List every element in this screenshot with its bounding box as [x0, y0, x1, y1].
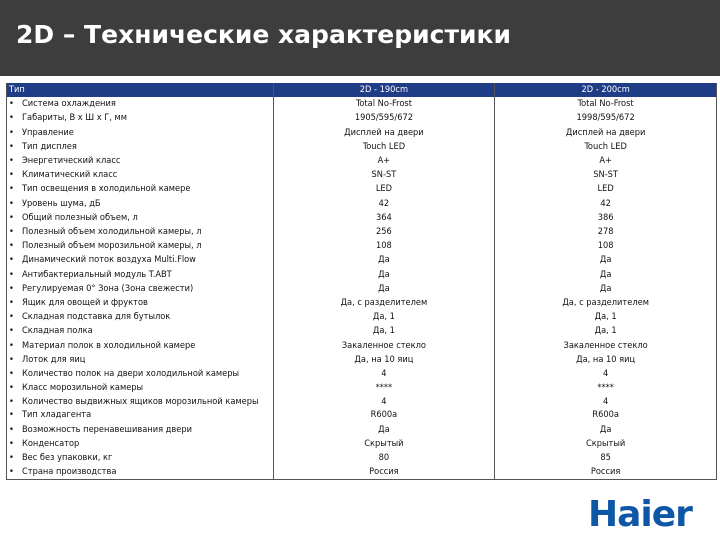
table-row [7, 168, 717, 182]
spec-value-cell: Total No-Frost [273, 97, 495, 111]
spec-label-cell [7, 296, 274, 310]
spec-value-cell: R600a [495, 408, 717, 422]
spec-value-cell: 256 [273, 225, 495, 239]
table-row [7, 126, 717, 140]
table-row [7, 423, 717, 437]
spec-value-cell: Да [273, 253, 495, 267]
spec-value-cell: Да, с разделителем [495, 296, 717, 310]
spec-value-cell: A+ [495, 154, 717, 168]
spec-value-cell: Да [273, 282, 495, 296]
table-row [7, 408, 717, 422]
table-row [7, 182, 717, 196]
bullet-icon: • [9, 325, 14, 337]
spec-label: Полезный объем холодильной камеры, л [22, 226, 202, 238]
spec-label: Лоток для яиц [22, 353, 86, 365]
spec-label-cell [7, 282, 274, 296]
spec-label: Конденсатор [22, 437, 80, 449]
bullet-icon: • [9, 112, 14, 124]
spec-value-cell: Россия [273, 465, 495, 480]
spec-value-cell: 108 [495, 239, 717, 253]
spec-label-cell [7, 182, 274, 196]
spec-label: Страна производства [22, 466, 117, 478]
spec-label: Антибактериальный модуль T.ABT [22, 268, 172, 280]
spec-value-cell: **** [495, 381, 717, 395]
table-row [7, 381, 717, 395]
table-row [7, 225, 717, 239]
spec-label: Общий полезный объем, л [22, 211, 138, 223]
table-row [7, 395, 717, 408]
spec-label-cell [7, 423, 274, 437]
spec-label: Вес без упаковки, кг [22, 452, 113, 464]
table-row [7, 253, 717, 267]
spec-value-cell: 1905/595/672 [273, 111, 495, 125]
spec-label-cell [7, 239, 274, 253]
spec-label: Тип освещения в холодильной камере [22, 183, 191, 195]
spec-value-cell: Дисплей на двери [273, 126, 495, 140]
table-row [7, 211, 717, 225]
table-row [7, 451, 717, 465]
bullet-icon: • [9, 339, 14, 351]
bullet-icon: • [9, 368, 14, 380]
spec-label-cell [7, 339, 274, 353]
table-row [7, 282, 717, 296]
spec-label: Тип хладагента [22, 409, 92, 421]
spec-label-cell [7, 168, 274, 182]
spec-label-cell [7, 97, 274, 111]
spec-value-cell: 4 [495, 395, 717, 408]
spec-label-cell [7, 268, 274, 282]
table-row [7, 437, 717, 451]
spec-label: Габариты, В х Ш х Г, мм [22, 112, 128, 124]
bullet-icon: • [9, 382, 14, 394]
spec-label: Полезный объем морозильной камеры, л [22, 240, 202, 252]
spec-label: Количество полок на двери холодильной камеры [22, 368, 240, 380]
spec-value-cell: LED [495, 182, 717, 196]
spec-value-cell: A+ [273, 154, 495, 168]
spec-label-cell [7, 395, 274, 408]
bullet-icon: • [9, 254, 14, 266]
table-row [7, 353, 717, 367]
spec-value-cell: Скрытый [495, 437, 717, 451]
spec-label-cell [7, 126, 274, 140]
spec-label: Класс морозильной камеры [22, 382, 144, 394]
spec-value-cell: SN-ST [495, 168, 717, 182]
table-row [7, 268, 717, 282]
spec-value-cell: Да, 1 [273, 310, 495, 324]
table-header-cell: Тип [7, 83, 274, 97]
bullet-icon: • [9, 353, 14, 365]
spec-value-cell: SN-ST [273, 168, 495, 182]
spec-value-cell: Да, с разделителем [273, 296, 495, 310]
bullet-icon: • [9, 169, 14, 181]
bullet-icon: • [9, 268, 14, 280]
page-title: 2D – Технические характеристики [16, 20, 511, 49]
bullet-icon: • [9, 140, 14, 152]
bullet-icon: • [9, 297, 14, 309]
table-row [7, 154, 717, 168]
spec-value-cell: 4 [495, 367, 717, 381]
bullet-icon: • [9, 197, 14, 209]
table-row [7, 111, 717, 125]
spec-label: Система охлаждения [22, 98, 116, 110]
spec-value-cell: Да, 1 [495, 324, 717, 338]
spec-label: Уровень шума, дБ [22, 197, 101, 209]
spec-value-cell: 1998/595/672 [495, 111, 717, 125]
title-bar [0, 0, 720, 76]
spec-value-cell: LED [273, 182, 495, 196]
spec-label-cell [7, 367, 274, 381]
spec-value-cell: Да [273, 423, 495, 437]
spec-label-cell [7, 324, 274, 338]
spec-value-cell: Да [495, 253, 717, 267]
bullet-icon: • [9, 409, 14, 421]
haier-logo: Haier [588, 494, 692, 535]
table-row [7, 140, 717, 154]
bullet-icon: • [9, 155, 14, 167]
spec-value-cell: 364 [273, 211, 495, 225]
table-header-cell: 2D - 190cm [273, 83, 495, 97]
spec-label: Количество выдвижных ящиков морозильной камеры [22, 396, 259, 408]
spec-label-cell [7, 353, 274, 367]
spec-label: Динамический поток воздуха Multi.Flow [22, 254, 196, 266]
bullet-icon: • [9, 423, 14, 435]
spec-value-cell: Да, на 10 яиц [273, 353, 495, 367]
spec-label-cell [7, 111, 274, 125]
table-row [7, 197, 717, 211]
table-row [7, 324, 717, 338]
spec-value-cell: Дисплей на двери [495, 126, 717, 140]
spec-value-cell: Total No-Frost [495, 97, 717, 111]
bullet-icon: • [9, 452, 14, 464]
spec-value-cell: 108 [273, 239, 495, 253]
spec-label-cell [7, 310, 274, 324]
spec-label: Управление [22, 126, 74, 138]
table-header-cell: 2D - 200cm [495, 83, 717, 97]
bullet-icon: • [9, 226, 14, 238]
spec-label-cell [7, 437, 274, 451]
spec-value-cell: Закаленное стекло [273, 339, 495, 353]
spec-label-cell [7, 154, 274, 168]
spec-label-cell [7, 225, 274, 239]
spec-value-cell: Россия [495, 465, 717, 480]
spec-value-cell: Закаленное стекло [495, 339, 717, 353]
spec-label: Материал полок в холодильной камере [22, 339, 196, 351]
spec-value-cell: 4 [273, 395, 495, 408]
bullet-icon: • [9, 466, 14, 478]
spec-value-cell: 4 [273, 367, 495, 381]
table-header-row [7, 83, 717, 97]
table-row [7, 97, 717, 111]
spec-value-cell: 278 [495, 225, 717, 239]
bullet-icon: • [9, 311, 14, 323]
spec-value-cell: Touch LED [273, 140, 495, 154]
spec-label-cell [7, 197, 274, 211]
spec-label-cell [7, 140, 274, 154]
spec-value-cell: Да, на 10 яиц [495, 353, 717, 367]
spec-label-cell [7, 451, 274, 465]
table-row [7, 296, 717, 310]
spec-value-cell: Да [495, 423, 717, 437]
spec-value-cell: 386 [495, 211, 717, 225]
spec-label-cell [7, 381, 274, 395]
spec-value-cell: 80 [273, 451, 495, 465]
spec-value-cell: Да [273, 268, 495, 282]
spec-value-cell: Да [495, 282, 717, 296]
table-row [7, 310, 717, 324]
spec-label-cell [7, 465, 274, 480]
spec-value-cell: Да, 1 [273, 324, 495, 338]
spec-table [6, 83, 717, 480]
spec-label-cell [7, 211, 274, 225]
table-row [7, 367, 717, 381]
spec-label: Тип дисплея [22, 140, 77, 152]
spec-value-cell: 42 [495, 197, 717, 211]
bullet-icon: • [9, 396, 14, 408]
spec-value-cell: Да [495, 268, 717, 282]
spec-value-cell: Touch LED [495, 140, 717, 154]
spec-value-cell: 85 [495, 451, 717, 465]
bullet-icon: • [9, 211, 14, 223]
spec-label: Климатический класс [22, 169, 118, 181]
table-row [7, 239, 717, 253]
bullet-icon: • [9, 98, 14, 110]
spec-label: Складная подставка для бутылок [22, 311, 171, 323]
bullet-icon: • [9, 126, 14, 138]
spec-label: Возможность перенавешивания двери [22, 423, 192, 435]
spec-label: Регулируемая 0° Зона (Зона свежести) [22, 282, 194, 294]
spec-label: Ящик для овощей и фруктов [22, 297, 148, 309]
spec-value-cell: Скрытый [273, 437, 495, 451]
bullet-icon: • [9, 282, 14, 294]
spec-label: Складная полка [22, 325, 93, 337]
bullet-icon: • [9, 183, 14, 195]
spec-value-cell: **** [273, 381, 495, 395]
spec-value-cell: 42 [273, 197, 495, 211]
spec-value-cell: R600a [273, 408, 495, 422]
bullet-icon: • [9, 437, 14, 449]
table-row [7, 339, 717, 353]
spec-label-cell [7, 408, 274, 422]
spec-label-cell [7, 253, 274, 267]
spec-label: Энергетический класс [22, 155, 121, 167]
spec-value-cell: Да, 1 [495, 310, 717, 324]
bullet-icon: • [9, 240, 14, 252]
table-row [7, 465, 717, 480]
